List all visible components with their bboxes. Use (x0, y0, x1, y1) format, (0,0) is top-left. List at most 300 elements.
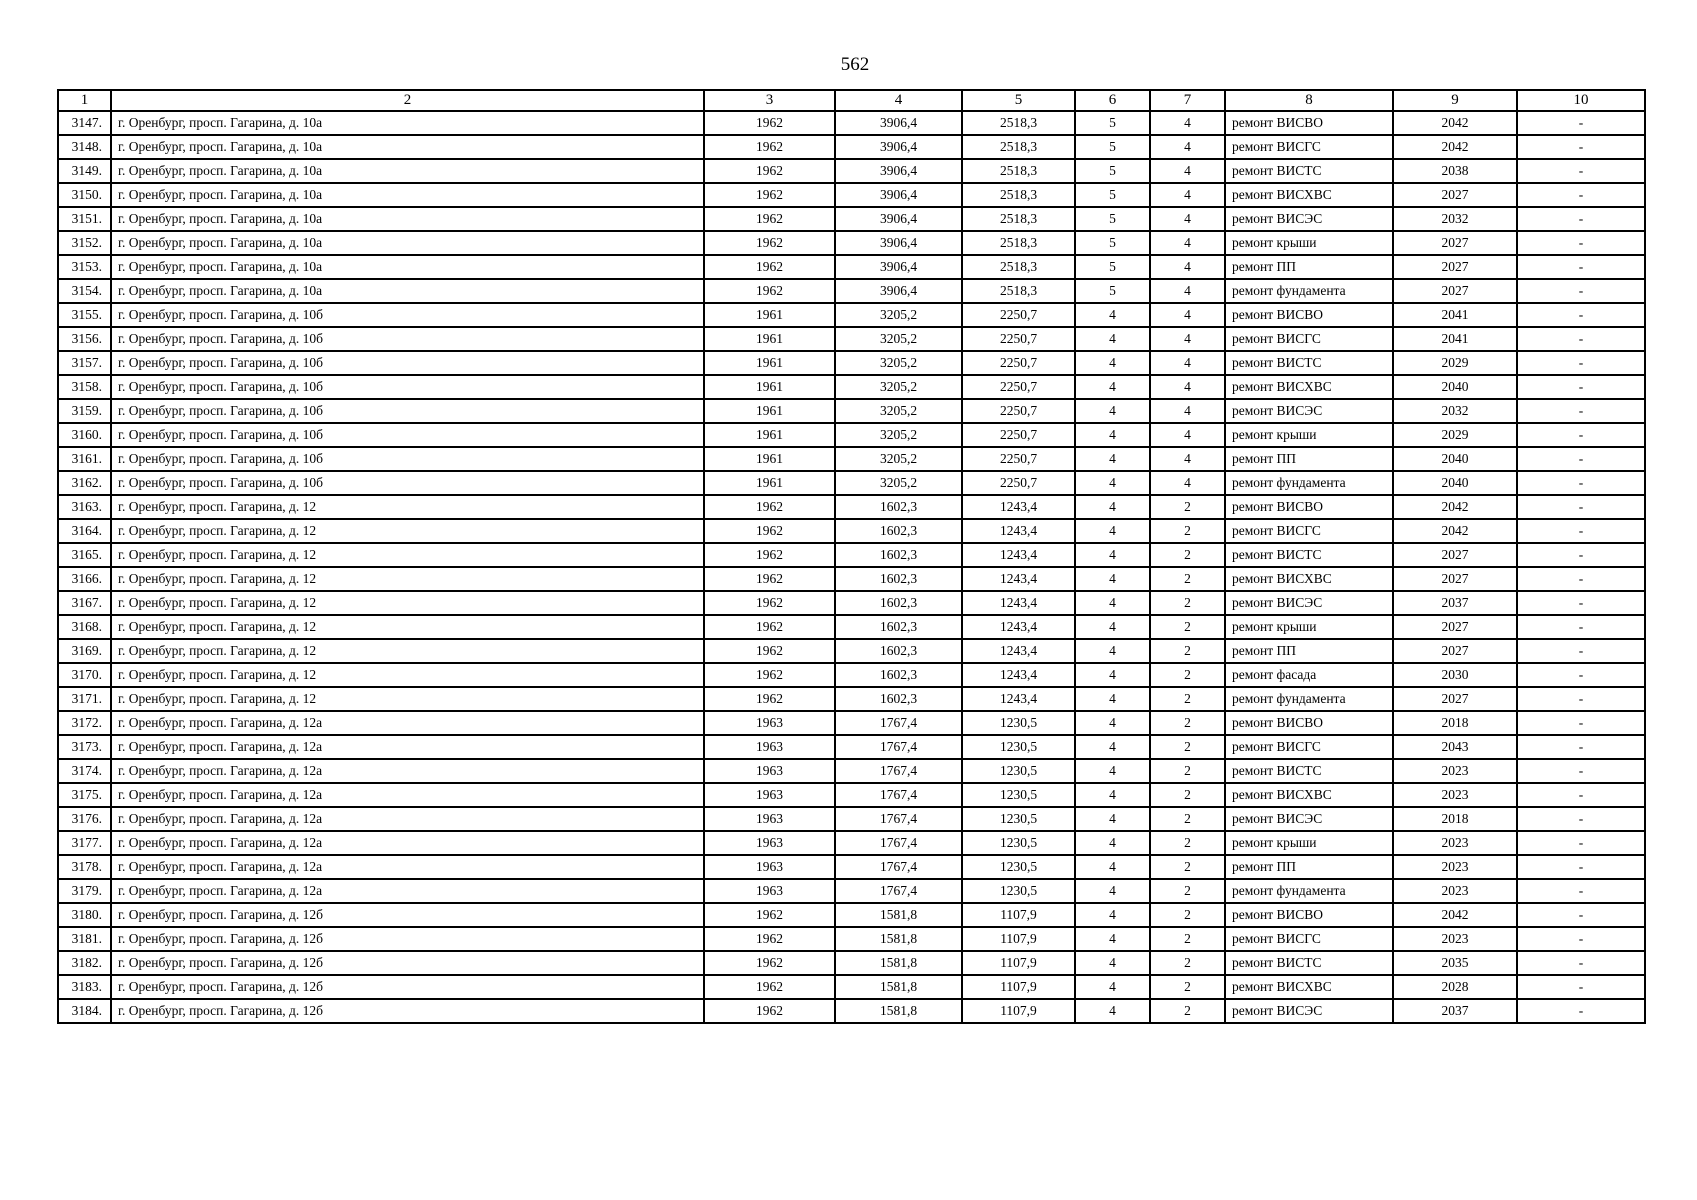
cell-col-work-type: ремонт ВИСЭС (1225, 591, 1393, 615)
cell-col-number: 3152. (58, 231, 111, 255)
cell-col-address: г. Оренбург, просп. Гагарина, д. 12а (111, 879, 704, 903)
cell-col-number: 3175. (58, 783, 111, 807)
cell-col-living-area: 1243,4 (962, 639, 1075, 663)
table-row (58, 591, 1645, 615)
cell-col-note: - (1517, 303, 1645, 327)
cell-col-address: г. Оренбург, просп. Гагарина, д. 12 (111, 663, 704, 687)
cell-col-note: - (1517, 159, 1645, 183)
cell-col-entrances: 4 (1150, 471, 1225, 495)
cell-col-planned-year: 2030 (1393, 663, 1517, 687)
cell-col-number: 3180. (58, 903, 111, 927)
cell-col-work-type: ремонт ВИСЭС (1225, 807, 1393, 831)
cell-col-planned-year: 2027 (1393, 255, 1517, 279)
cell-col-work-type: ремонт ВИСГС (1225, 927, 1393, 951)
cell-col-address: г. Оренбург, просп. Гагарина, д. 10б (111, 351, 704, 375)
header-col-address: 2 (111, 90, 704, 111)
cell-col-planned-year: 2027 (1393, 639, 1517, 663)
cell-col-year-built: 1963 (704, 783, 835, 807)
cell-col-year-built: 1961 (704, 447, 835, 471)
cell-col-note: - (1517, 447, 1645, 471)
cell-col-year-built: 1962 (704, 135, 835, 159)
cell-col-total-area: 3205,2 (835, 423, 962, 447)
cell-col-note: - (1517, 231, 1645, 255)
cell-col-work-type: ремонт ПП (1225, 447, 1393, 471)
cell-col-total-area: 3906,4 (835, 255, 962, 279)
cell-col-number: 3166. (58, 567, 111, 591)
cell-col-note: - (1517, 615, 1645, 639)
cell-col-total-area: 1767,4 (835, 831, 962, 855)
cell-col-note: - (1517, 111, 1645, 135)
cell-col-entrances: 2 (1150, 711, 1225, 735)
cell-col-floors: 5 (1075, 279, 1150, 303)
cell-col-total-area: 3205,2 (835, 327, 962, 351)
cell-col-work-type: ремонт ПП (1225, 639, 1393, 663)
cell-col-planned-year: 2027 (1393, 543, 1517, 567)
cell-col-number: 3168. (58, 615, 111, 639)
cell-col-planned-year: 2037 (1393, 999, 1517, 1023)
cell-col-address: г. Оренбург, просп. Гагарина, д. 12б (111, 903, 704, 927)
table-row (58, 903, 1645, 927)
cell-col-year-built: 1962 (704, 183, 835, 207)
cell-col-number: 3177. (58, 831, 111, 855)
cell-col-work-type: ремонт ВИСХВС (1225, 975, 1393, 999)
table-row (58, 831, 1645, 855)
cell-col-planned-year: 2023 (1393, 855, 1517, 879)
cell-col-living-area: 2250,7 (962, 351, 1075, 375)
cell-col-planned-year: 2023 (1393, 759, 1517, 783)
table-row (58, 567, 1645, 591)
cell-col-total-area: 3906,4 (835, 279, 962, 303)
cell-col-note: - (1517, 375, 1645, 399)
cell-col-living-area: 1107,9 (962, 951, 1075, 975)
cell-col-floors: 4 (1075, 615, 1150, 639)
cell-col-work-type: ремонт фундамента (1225, 879, 1393, 903)
cell-col-total-area: 1767,4 (835, 879, 962, 903)
cell-col-entrances: 2 (1150, 975, 1225, 999)
cell-col-floors: 4 (1075, 471, 1150, 495)
cell-col-number: 3161. (58, 447, 111, 471)
cell-col-year-built: 1963 (704, 711, 835, 735)
cell-col-address: г. Оренбург, просп. Гагарина, д. 12а (111, 831, 704, 855)
cell-col-number: 3173. (58, 735, 111, 759)
cell-col-work-type: ремонт ВИСВО (1225, 111, 1393, 135)
cell-col-number: 3151. (58, 207, 111, 231)
cell-col-living-area: 2518,3 (962, 135, 1075, 159)
cell-col-floors: 5 (1075, 111, 1150, 135)
cell-col-living-area: 2518,3 (962, 111, 1075, 135)
cell-col-total-area: 1602,3 (835, 519, 962, 543)
cell-col-floors: 4 (1075, 975, 1150, 999)
cell-col-entrances: 2 (1150, 879, 1225, 903)
cell-col-note: - (1517, 687, 1645, 711)
cell-col-entrances: 4 (1150, 423, 1225, 447)
cell-col-total-area: 1767,4 (835, 855, 962, 879)
cell-col-entrances: 2 (1150, 807, 1225, 831)
cell-col-floors: 5 (1075, 183, 1150, 207)
cell-col-entrances: 2 (1150, 927, 1225, 951)
cell-col-year-built: 1963 (704, 879, 835, 903)
cell-col-year-built: 1963 (704, 831, 835, 855)
cell-col-total-area: 1602,3 (835, 543, 962, 567)
cell-col-floors: 5 (1075, 159, 1150, 183)
cell-col-entrances: 2 (1150, 615, 1225, 639)
cell-col-note: - (1517, 279, 1645, 303)
cell-col-living-area: 2518,3 (962, 207, 1075, 231)
cell-col-note: - (1517, 999, 1645, 1023)
cell-col-year-built: 1962 (704, 951, 835, 975)
cell-col-planned-year: 2040 (1393, 471, 1517, 495)
header-col-number: 1 (58, 90, 111, 111)
cell-col-year-built: 1961 (704, 303, 835, 327)
cell-col-year-built: 1961 (704, 327, 835, 351)
cell-col-entrances: 2 (1150, 999, 1225, 1023)
cell-col-work-type: ремонт ВИСГС (1225, 519, 1393, 543)
table-row (58, 951, 1645, 975)
cell-col-planned-year: 2027 (1393, 279, 1517, 303)
cell-col-planned-year: 2032 (1393, 207, 1517, 231)
cell-col-note: - (1517, 711, 1645, 735)
cell-col-total-area: 3906,4 (835, 159, 962, 183)
cell-col-entrances: 2 (1150, 759, 1225, 783)
cell-col-entrances: 4 (1150, 303, 1225, 327)
cell-col-address: г. Оренбург, просп. Гагарина, д. 12 (111, 591, 704, 615)
cell-col-work-type: ремонт ВИСГС (1225, 735, 1393, 759)
cell-col-floors: 4 (1075, 399, 1150, 423)
cell-col-living-area: 2250,7 (962, 423, 1075, 447)
cell-col-number: 3167. (58, 591, 111, 615)
cell-col-note: - (1517, 207, 1645, 231)
cell-col-entrances: 2 (1150, 903, 1225, 927)
cell-col-address: г. Оренбург, просп. Гагарина, д. 12 (111, 639, 704, 663)
cell-col-number: 3181. (58, 927, 111, 951)
cell-col-planned-year: 2023 (1393, 879, 1517, 903)
cell-col-planned-year: 2023 (1393, 927, 1517, 951)
cell-col-planned-year: 2032 (1393, 399, 1517, 423)
header-col-living-area: 5 (962, 90, 1075, 111)
cell-col-floors: 4 (1075, 423, 1150, 447)
cell-col-living-area: 1243,4 (962, 591, 1075, 615)
cell-col-number: 3156. (58, 327, 111, 351)
cell-col-address: г. Оренбург, просп. Гагарина, д. 10а (111, 111, 704, 135)
table-row (58, 423, 1645, 447)
cell-col-entrances: 4 (1150, 135, 1225, 159)
cell-col-planned-year: 2028 (1393, 975, 1517, 999)
cell-col-planned-year: 2042 (1393, 135, 1517, 159)
cell-col-year-built: 1961 (704, 471, 835, 495)
cell-col-living-area: 1243,4 (962, 615, 1075, 639)
cell-col-floors: 4 (1075, 375, 1150, 399)
cell-col-entrances: 2 (1150, 831, 1225, 855)
table-row (58, 159, 1645, 183)
cell-col-living-area: 1243,4 (962, 543, 1075, 567)
cell-col-total-area: 1767,4 (835, 735, 962, 759)
cell-col-work-type: ремонт ВИСТС (1225, 951, 1393, 975)
cell-col-planned-year: 2027 (1393, 231, 1517, 255)
cell-col-entrances: 4 (1150, 279, 1225, 303)
table-row (58, 687, 1645, 711)
header-col-planned-year: 9 (1393, 90, 1517, 111)
cell-col-number: 3157. (58, 351, 111, 375)
cell-col-year-built: 1962 (704, 519, 835, 543)
cell-col-year-built: 1962 (704, 663, 835, 687)
cell-col-note: - (1517, 567, 1645, 591)
table-row (58, 135, 1645, 159)
table-row (58, 807, 1645, 831)
cell-col-planned-year: 2029 (1393, 351, 1517, 375)
cell-col-living-area: 1243,4 (962, 567, 1075, 591)
cell-col-floors: 4 (1075, 831, 1150, 855)
table-row (58, 663, 1645, 687)
cell-col-note: - (1517, 879, 1645, 903)
cell-col-total-area: 1581,8 (835, 975, 962, 999)
cell-col-address: г. Оренбург, просп. Гагарина, д. 12б (111, 951, 704, 975)
cell-col-floors: 4 (1075, 855, 1150, 879)
cell-col-entrances: 2 (1150, 687, 1225, 711)
cell-col-entrances: 4 (1150, 111, 1225, 135)
cell-col-address: г. Оренбург, просп. Гагарина, д. 12 (111, 495, 704, 519)
cell-col-number: 3174. (58, 759, 111, 783)
cell-col-entrances: 2 (1150, 663, 1225, 687)
cell-col-floors: 4 (1075, 447, 1150, 471)
cell-col-address: г. Оренбург, просп. Гагарина, д. 12а (111, 855, 704, 879)
table-row (58, 543, 1645, 567)
cell-col-address: г. Оренбург, просп. Гагарина, д. 10б (111, 471, 704, 495)
cell-col-number: 3171. (58, 687, 111, 711)
header-col-entrances: 7 (1150, 90, 1225, 111)
cell-col-entrances: 2 (1150, 783, 1225, 807)
cell-col-living-area: 1107,9 (962, 999, 1075, 1023)
cell-col-planned-year: 2027 (1393, 183, 1517, 207)
cell-col-number: 3162. (58, 471, 111, 495)
table-row (58, 639, 1645, 663)
table-row (58, 615, 1645, 639)
cell-col-note: - (1517, 327, 1645, 351)
cell-col-living-area: 2250,7 (962, 327, 1075, 351)
table-row (58, 351, 1645, 375)
cell-col-work-type: ремонт ВИСВО (1225, 711, 1393, 735)
cell-col-year-built: 1962 (704, 255, 835, 279)
cell-col-year-built: 1962 (704, 159, 835, 183)
cell-col-year-built: 1963 (704, 807, 835, 831)
cell-col-total-area: 1602,3 (835, 687, 962, 711)
cell-col-note: - (1517, 543, 1645, 567)
cell-col-note: - (1517, 783, 1645, 807)
table-row (58, 399, 1645, 423)
cell-col-total-area: 3906,4 (835, 231, 962, 255)
cell-col-living-area: 2518,3 (962, 159, 1075, 183)
cell-col-floors: 4 (1075, 639, 1150, 663)
header-col-note: 10 (1517, 90, 1645, 111)
cell-col-work-type: ремонт ВИСЭС (1225, 399, 1393, 423)
cell-col-work-type: ремонт ВИСГС (1225, 135, 1393, 159)
cell-col-floors: 5 (1075, 135, 1150, 159)
cell-col-year-built: 1962 (704, 111, 835, 135)
cell-col-number: 3147. (58, 111, 111, 135)
cell-col-note: - (1517, 135, 1645, 159)
cell-col-number: 3159. (58, 399, 111, 423)
cell-col-entrances: 4 (1150, 255, 1225, 279)
cell-col-floors: 4 (1075, 591, 1150, 615)
cell-col-year-built: 1962 (704, 687, 835, 711)
cell-col-number: 3154. (58, 279, 111, 303)
table-row (58, 471, 1645, 495)
table-row (58, 735, 1645, 759)
cell-col-work-type: ремонт фундамента (1225, 471, 1393, 495)
cell-col-living-area: 1243,4 (962, 663, 1075, 687)
cell-col-address: г. Оренбург, просп. Гагарина, д. 12 (111, 543, 704, 567)
cell-col-work-type: ремонт фасада (1225, 663, 1393, 687)
cell-col-year-built: 1961 (704, 423, 835, 447)
cell-col-living-area: 1230,5 (962, 855, 1075, 879)
cell-col-entrances: 2 (1150, 567, 1225, 591)
cell-col-address: г. Оренбург, просп. Гагарина, д. 10а (111, 207, 704, 231)
cell-col-note: - (1517, 519, 1645, 543)
cell-col-living-area: 2250,7 (962, 447, 1075, 471)
table-row (58, 447, 1645, 471)
cell-col-floors: 4 (1075, 927, 1150, 951)
cell-col-living-area: 2518,3 (962, 279, 1075, 303)
cell-col-note: - (1517, 807, 1645, 831)
cell-col-entrances: 2 (1150, 639, 1225, 663)
cell-col-year-built: 1962 (704, 999, 835, 1023)
cell-col-total-area: 1767,4 (835, 783, 962, 807)
cell-col-floors: 4 (1075, 567, 1150, 591)
table-row (58, 495, 1645, 519)
cell-col-floors: 4 (1075, 663, 1150, 687)
cell-col-number: 3176. (58, 807, 111, 831)
table-row (58, 783, 1645, 807)
cell-col-planned-year: 2043 (1393, 735, 1517, 759)
cell-col-planned-year: 2041 (1393, 303, 1517, 327)
cell-col-work-type: ремонт ВИСТС (1225, 351, 1393, 375)
cell-col-note: - (1517, 183, 1645, 207)
cell-col-number: 3150. (58, 183, 111, 207)
cell-col-total-area: 3205,2 (835, 303, 962, 327)
cell-col-entrances: 2 (1150, 951, 1225, 975)
cell-col-address: г. Оренбург, просп. Гагарина, д. 10б (111, 375, 704, 399)
cell-col-address: г. Оренбург, просп. Гагарина, д. 12б (111, 975, 704, 999)
cell-col-total-area: 3906,4 (835, 183, 962, 207)
cell-col-floors: 4 (1075, 999, 1150, 1023)
cell-col-work-type: ремонт крыши (1225, 615, 1393, 639)
cell-col-work-type: ремонт фундамента (1225, 279, 1393, 303)
cell-col-total-area: 1767,4 (835, 711, 962, 735)
cell-col-year-built: 1962 (704, 567, 835, 591)
cell-col-living-area: 1230,5 (962, 735, 1075, 759)
cell-col-total-area: 1602,3 (835, 567, 962, 591)
cell-col-note: - (1517, 423, 1645, 447)
cell-col-year-built: 1961 (704, 351, 835, 375)
cell-col-number: 3149. (58, 159, 111, 183)
cell-col-note: - (1517, 951, 1645, 975)
cell-col-entrances: 2 (1150, 543, 1225, 567)
cell-col-total-area: 1581,8 (835, 999, 962, 1023)
cell-col-year-built: 1962 (704, 903, 835, 927)
table-header-row (58, 90, 1645, 111)
cell-col-entrances: 4 (1150, 183, 1225, 207)
cell-col-note: - (1517, 591, 1645, 615)
table-row (58, 999, 1645, 1023)
cell-col-note: - (1517, 855, 1645, 879)
table-row (58, 327, 1645, 351)
cell-col-year-built: 1962 (704, 231, 835, 255)
cell-col-total-area: 3205,2 (835, 447, 962, 471)
cell-col-note: - (1517, 735, 1645, 759)
cell-col-total-area: 3205,2 (835, 399, 962, 423)
header-col-total-area: 4 (835, 90, 962, 111)
cell-col-entrances: 2 (1150, 519, 1225, 543)
cell-col-floors: 4 (1075, 495, 1150, 519)
header-col-work-type: 8 (1225, 90, 1393, 111)
cell-col-living-area: 2518,3 (962, 255, 1075, 279)
cell-col-address: г. Оренбург, просп. Гагарина, д. 10а (111, 231, 704, 255)
cell-col-living-area: 1230,5 (962, 783, 1075, 807)
cell-col-year-built: 1963 (704, 735, 835, 759)
table-row (58, 879, 1645, 903)
cell-col-address: г. Оренбург, просп. Гагарина, д. 12а (111, 759, 704, 783)
cell-col-work-type: ремонт ВИСХВС (1225, 183, 1393, 207)
cell-col-address: г. Оренбург, просп. Гагарина, д. 12а (111, 783, 704, 807)
cell-col-entrances: 2 (1150, 495, 1225, 519)
cell-col-year-built: 1962 (704, 591, 835, 615)
cell-col-year-built: 1962 (704, 615, 835, 639)
cell-col-address: г. Оренбург, просп. Гагарина, д. 12б (111, 927, 704, 951)
table-row (58, 183, 1645, 207)
table-body (58, 111, 1645, 1023)
cell-col-total-area: 1581,8 (835, 903, 962, 927)
cell-col-number: 3164. (58, 519, 111, 543)
cell-col-planned-year: 2042 (1393, 519, 1517, 543)
cell-col-planned-year: 2038 (1393, 159, 1517, 183)
cell-col-work-type: ремонт крыши (1225, 423, 1393, 447)
cell-col-living-area: 2518,3 (962, 183, 1075, 207)
cell-col-floors: 4 (1075, 327, 1150, 351)
cell-col-total-area: 1602,3 (835, 663, 962, 687)
cell-col-entrances: 4 (1150, 375, 1225, 399)
cell-col-total-area: 3205,2 (835, 471, 962, 495)
cell-col-entrances: 4 (1150, 327, 1225, 351)
cell-col-address: г. Оренбург, просп. Гагарина, д. 12а (111, 735, 704, 759)
cell-col-number: 3170. (58, 663, 111, 687)
cell-col-address: г. Оренбург, просп. Гагарина, д. 10а (111, 255, 704, 279)
cell-col-note: - (1517, 903, 1645, 927)
cell-col-living-area: 1243,4 (962, 495, 1075, 519)
cell-col-entrances: 2 (1150, 855, 1225, 879)
cell-col-entrances: 4 (1150, 399, 1225, 423)
cell-col-note: - (1517, 975, 1645, 999)
cell-col-work-type: ремонт ВИСЭС (1225, 999, 1393, 1023)
cell-col-living-area: 2250,7 (962, 303, 1075, 327)
cell-col-year-built: 1963 (704, 855, 835, 879)
cell-col-planned-year: 2041 (1393, 327, 1517, 351)
table-row (58, 711, 1645, 735)
cell-col-work-type: ремонт крыши (1225, 231, 1393, 255)
cell-col-year-built: 1962 (704, 639, 835, 663)
cell-col-floors: 4 (1075, 879, 1150, 903)
cell-col-number: 3179. (58, 879, 111, 903)
cell-col-living-area: 1230,5 (962, 711, 1075, 735)
cell-col-address: г. Оренбург, просп. Гагарина, д. 10б (111, 327, 704, 351)
cell-col-number: 3184. (58, 999, 111, 1023)
cell-col-living-area: 2250,7 (962, 399, 1075, 423)
cell-col-year-built: 1962 (704, 543, 835, 567)
cell-col-entrances: 4 (1150, 231, 1225, 255)
cell-col-number: 3163. (58, 495, 111, 519)
table-row (58, 255, 1645, 279)
cell-col-total-area: 1602,3 (835, 639, 962, 663)
cell-col-note: - (1517, 495, 1645, 519)
cell-col-address: г. Оренбург, просп. Гагарина, д. 10а (111, 183, 704, 207)
